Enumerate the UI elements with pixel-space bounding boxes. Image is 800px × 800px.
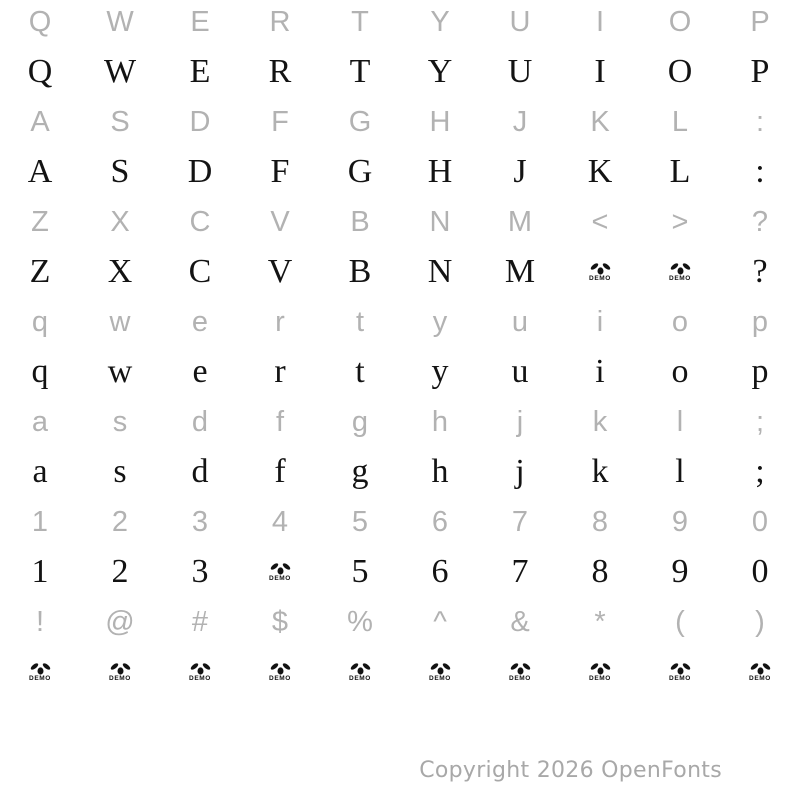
glyph-cell: 6 xyxy=(431,553,449,590)
glyph-cell: J xyxy=(513,153,527,190)
demo-sprout-icon xyxy=(750,662,771,675)
glyph-cell: r xyxy=(275,305,285,338)
glyph-cell: w xyxy=(107,353,133,390)
demo-label: DEMO xyxy=(669,674,691,682)
glyph-cell: % xyxy=(347,605,373,638)
glyph-cell: F xyxy=(271,105,289,138)
glyph-cell: X xyxy=(110,205,130,238)
demo-label: DEMO xyxy=(109,674,131,682)
demo-sprout-icon xyxy=(110,662,131,675)
glyph-cell: j xyxy=(516,405,524,438)
demo-watermark-glyph xyxy=(509,662,531,683)
glyph-cell: B xyxy=(348,253,372,290)
glyph-cell: R xyxy=(269,5,291,38)
glyph-cell: 1 xyxy=(31,553,49,590)
glyph-cell-demo xyxy=(640,244,720,300)
glyph-cell: q xyxy=(31,305,49,338)
glyph-cell: d xyxy=(191,405,209,438)
ghost-row xyxy=(0,300,800,344)
glyph-cell: i xyxy=(595,353,605,390)
glyph-cell: u xyxy=(511,305,529,338)
glyph-cell: 9 xyxy=(671,505,689,538)
glyph-cell-demo xyxy=(160,644,240,700)
glyph-cell: I xyxy=(594,53,606,90)
ghost-row xyxy=(0,100,800,144)
glyph-cell: j xyxy=(515,453,525,490)
glyph-cell: E xyxy=(189,53,211,90)
glyph-cell: & xyxy=(510,605,530,638)
glyph-cell: : xyxy=(755,105,765,138)
specimen-row xyxy=(0,644,800,700)
glyph-cell: W xyxy=(103,53,137,90)
demo-watermark-glyph xyxy=(29,662,51,683)
glyph-cell: ? xyxy=(751,205,769,238)
glyph-cell-demo xyxy=(640,644,720,700)
glyph-cell: f xyxy=(274,453,286,490)
glyph-cell-demo xyxy=(240,544,320,600)
glyph-cell: W xyxy=(106,5,134,38)
glyph-cell: C xyxy=(188,253,212,290)
specimen-row xyxy=(0,144,800,200)
glyph-cell: p xyxy=(751,353,769,390)
glyph-cell-demo xyxy=(560,244,640,300)
glyph-cell: s xyxy=(112,405,128,438)
glyph-cell: X xyxy=(107,253,133,290)
demo-watermark-glyph xyxy=(589,662,611,683)
glyph-cell: l xyxy=(676,405,684,438)
demo-label: DEMO xyxy=(429,674,451,682)
glyph-cell: ? xyxy=(752,253,768,290)
ghost-row xyxy=(0,0,800,44)
specimen-row xyxy=(0,344,800,400)
glyph-cell: 6 xyxy=(431,505,449,538)
specimen-row xyxy=(0,544,800,600)
glyph-cell: C xyxy=(189,205,211,238)
demo-sprout-icon xyxy=(190,662,211,675)
glyph-cell: H xyxy=(429,105,451,138)
glyph-cell: S xyxy=(110,105,130,138)
demo-watermark-glyph xyxy=(669,262,691,283)
glyph-cell: I xyxy=(595,5,605,38)
glyph-cell: K xyxy=(590,105,610,138)
ghost-row xyxy=(0,500,800,544)
demo-watermark-glyph xyxy=(269,562,291,583)
glyph-cell: 1 xyxy=(31,505,49,538)
glyph-cell-demo xyxy=(240,644,320,700)
demo-label: DEMO xyxy=(509,674,531,682)
glyph-cell: ; xyxy=(755,453,765,490)
demo-watermark-glyph xyxy=(189,662,211,683)
glyph-cell: U xyxy=(509,5,531,38)
demo-watermark-glyph xyxy=(589,262,611,283)
glyph-cell: # xyxy=(191,605,209,638)
glyph-cell: 3 xyxy=(191,553,209,590)
glyph-cell: 8 xyxy=(591,553,609,590)
demo-sprout-icon xyxy=(270,562,291,575)
demo-label: DEMO xyxy=(349,674,371,682)
demo-label: DEMO xyxy=(189,674,211,682)
glyph-cell: L xyxy=(669,153,691,190)
glyph-cell: g xyxy=(351,405,369,438)
demo-watermark-glyph xyxy=(429,662,451,683)
glyph-cell: N xyxy=(429,205,451,238)
glyph-cell: 7 xyxy=(511,553,529,590)
specimen-row xyxy=(0,444,800,500)
demo-sprout-icon xyxy=(590,662,611,675)
glyph-cell: Q xyxy=(27,53,53,90)
glyph-cell: U xyxy=(507,53,533,90)
glyph-cell: G xyxy=(347,153,373,190)
glyph-cell: P xyxy=(750,5,770,38)
ghost-row xyxy=(0,200,800,244)
glyph-cell: 3 xyxy=(191,505,209,538)
glyph-cell: $ xyxy=(271,605,289,638)
glyph-cell-demo xyxy=(80,644,160,700)
specimen-row xyxy=(0,44,800,100)
glyph-cell: * xyxy=(594,605,606,638)
glyph-cell-demo xyxy=(560,644,640,700)
glyph-cell: 2 xyxy=(111,505,129,538)
glyph-cell: 5 xyxy=(351,505,369,538)
demo-sprout-icon xyxy=(270,662,291,675)
glyph-cell: 2 xyxy=(111,553,129,590)
glyph-cell: 4 xyxy=(271,505,289,538)
glyph-cell: l xyxy=(675,453,685,490)
glyph-cell: A xyxy=(27,153,53,190)
glyph-cell: t xyxy=(355,305,365,338)
glyph-cell: q xyxy=(31,353,49,390)
glyph-cell-demo xyxy=(0,644,80,700)
glyph-cell: d xyxy=(191,453,209,490)
glyph-cell: ^ xyxy=(433,605,447,638)
glyph-cell: K xyxy=(587,153,613,190)
glyph-cell: Z xyxy=(29,253,51,290)
glyph-cell: > xyxy=(671,205,689,238)
glyph-cell: J xyxy=(512,105,528,138)
glyph-cell: y xyxy=(432,305,448,338)
glyph-cell: e xyxy=(191,305,209,338)
glyph-cell: Y xyxy=(427,53,453,90)
glyph-cell: 8 xyxy=(591,505,609,538)
glyph-cell: f xyxy=(275,405,285,438)
glyph-cell: @ xyxy=(105,605,135,638)
glyph-cell: k xyxy=(591,453,609,490)
glyph-cell: Y xyxy=(430,5,450,38)
glyph-cell: o xyxy=(671,305,689,338)
glyph-cell: ! xyxy=(35,605,45,638)
demo-sprout-icon xyxy=(30,662,51,675)
glyph-cell: g xyxy=(351,453,369,490)
glyph-cell: p xyxy=(751,305,769,338)
demo-sprout-icon xyxy=(350,662,371,675)
demo-label: DEMO xyxy=(749,674,771,682)
glyph-cell: V xyxy=(270,205,290,238)
glyph-cell: : xyxy=(755,153,765,190)
demo-label: DEMO xyxy=(269,674,291,682)
glyph-cell: D xyxy=(189,105,211,138)
glyph-cell: t xyxy=(355,353,365,390)
glyph-cell: o xyxy=(671,353,689,390)
glyph-cell: ) xyxy=(755,605,765,638)
glyph-cell: R xyxy=(268,53,292,90)
glyph-cell: i xyxy=(596,305,604,338)
glyph-cell: P xyxy=(750,53,770,90)
glyph-cell-demo xyxy=(480,644,560,700)
glyph-cell: w xyxy=(109,305,131,338)
glyph-cell: T xyxy=(351,5,369,38)
glyph-cell: Q xyxy=(28,5,52,38)
glyph-cell: e xyxy=(192,353,208,390)
demo-label: DEMO xyxy=(589,674,611,682)
glyph-cell: N xyxy=(427,253,453,290)
copyright-text: Copyright 2026 OpenFonts xyxy=(419,758,722,783)
glyph-cell: y xyxy=(431,353,449,390)
glyph-cell: < xyxy=(591,205,609,238)
demo-label: DEMO xyxy=(29,674,51,682)
glyph-cell: 0 xyxy=(751,505,769,538)
glyph-cell: O xyxy=(667,53,693,90)
demo-watermark-glyph xyxy=(269,662,291,683)
glyph-cell: T xyxy=(349,53,371,90)
glyph-cell: a xyxy=(32,453,48,490)
glyph-cell-demo xyxy=(320,644,400,700)
glyph-cell: h xyxy=(431,405,449,438)
glyph-cell: M xyxy=(507,205,533,238)
specimen-row xyxy=(0,244,800,300)
glyph-cell: B xyxy=(350,205,370,238)
demo-label: DEMO xyxy=(269,574,291,582)
demo-watermark-glyph xyxy=(109,662,131,683)
glyph-cell: L xyxy=(671,105,689,138)
glyph-cell: S xyxy=(110,153,130,190)
glyph-cell-demo xyxy=(720,644,800,700)
glyph-cell: F xyxy=(270,153,290,190)
demo-sprout-icon xyxy=(670,262,691,275)
glyph-cell: s xyxy=(113,453,127,490)
demo-watermark-glyph xyxy=(669,662,691,683)
glyph-cell: r xyxy=(274,353,286,390)
demo-watermark-glyph xyxy=(749,662,771,683)
glyph-cell: a xyxy=(31,405,49,438)
glyph-cell: 0 xyxy=(751,553,769,590)
glyph-cell: u xyxy=(511,353,529,390)
glyph-cell: D xyxy=(187,153,213,190)
ghost-row xyxy=(0,600,800,644)
glyph-cell: ( xyxy=(675,605,685,638)
glyph-cell: k xyxy=(592,405,608,438)
glyph-cell: ; xyxy=(755,405,765,438)
demo-sprout-icon xyxy=(430,662,451,675)
demo-label: DEMO xyxy=(669,274,691,282)
glyph-cell: Z xyxy=(31,205,49,238)
glyph-cell: H xyxy=(427,153,453,190)
demo-label: DEMO xyxy=(589,274,611,282)
demo-sprout-icon xyxy=(510,662,531,675)
glyph-cell: V xyxy=(267,253,293,290)
demo-sprout-icon xyxy=(590,262,611,275)
glyph-cell: A xyxy=(30,105,50,138)
demo-watermark-glyph xyxy=(349,662,371,683)
glyph-cell: 9 xyxy=(671,553,689,590)
glyph-cell-demo xyxy=(400,644,480,700)
glyph-cell: 7 xyxy=(511,505,529,538)
glyph-cell: h xyxy=(431,453,449,490)
glyph-cell: 5 xyxy=(351,553,369,590)
glyph-cell: G xyxy=(348,105,372,138)
glyph-cell: O xyxy=(668,5,692,38)
ghost-row xyxy=(0,400,800,444)
demo-sprout-icon xyxy=(670,662,691,675)
glyph-cell: M xyxy=(504,253,536,290)
glyph-cell: E xyxy=(190,5,210,38)
